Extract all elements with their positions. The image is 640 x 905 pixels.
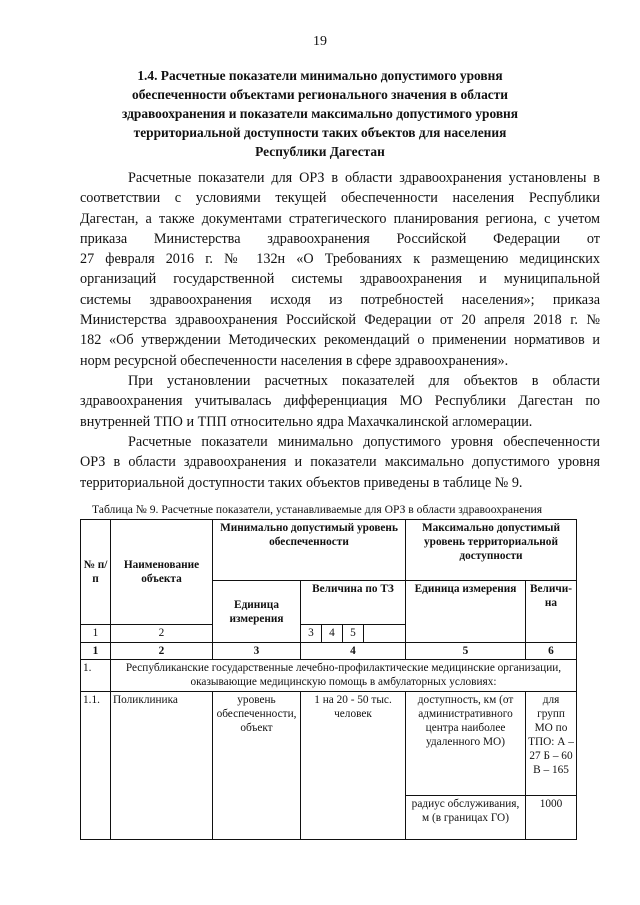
col-number: 1 xyxy=(81,643,111,660)
text-line: системы здравоохранения исходя из потребностей населения»; приказа xyxy=(80,291,600,308)
row-num: 1.1. xyxy=(81,692,111,840)
header-min-level: Минимально допустимый уровень обеспеченности xyxy=(213,520,406,581)
paragraph-1 xyxy=(80,168,600,371)
header-max-access: Максимально допустимый уровень территориальной доступности xyxy=(406,520,577,581)
tz-col: 1 xyxy=(81,625,111,643)
col-number: 6 xyxy=(526,643,577,660)
text-line: Дагестан, а также документами стратегического планирования региона, с учетом xyxy=(80,210,600,227)
row-access-unit: доступность, км (от административного центра наиболее удаленного МО) xyxy=(406,692,526,796)
row-radius-unit: радиус обслуживания, м (в границах ГО) xyxy=(406,796,526,840)
heading-line: Республики Дагестан xyxy=(255,144,385,159)
row-access-value: для групп МО по ТПО: А – 27 Б – 60 В – 165 xyxy=(526,692,577,796)
text-line: Министерства здравоохранения Российской Федерации от 20 апреля 2018 г. № xyxy=(80,312,600,329)
tz-col: 3 xyxy=(301,625,322,643)
row-value: 1 на 20 - 50 тыс. человек xyxy=(301,692,406,840)
table-caption: Таблица № 9. Расчетные показатели, устанавливаемые для ОРЗ в области здравоохранения xyxy=(92,503,543,516)
tz-col: 5 xyxy=(343,625,364,643)
header-name: Наименование объекта xyxy=(111,520,213,625)
paragraph-2 xyxy=(80,371,600,432)
text-line: норм ресурсной обеспеченности населения в сфере здравоохранения». xyxy=(80,352,509,369)
section-title: Республиканские государственные лечебно-профилактические медицинские организации, оказывающие медицинскую помощь в амбулаторных условиях: xyxy=(111,660,577,692)
text-line: При установлении расчетных показателей для объектов в области xyxy=(128,373,600,389)
section-num: 1. xyxy=(81,660,111,692)
paragraph-3 xyxy=(80,432,600,493)
row-name: Поликлиника xyxy=(111,692,213,840)
text-line: организаций государственной системы здравоохранения и муниципальной xyxy=(80,271,600,288)
header-tz-value: Величина по ТЗ xyxy=(301,581,406,625)
header-unit: Единица измерения xyxy=(213,581,301,643)
header-num: № п/п xyxy=(81,520,111,625)
col-number: 5 xyxy=(406,643,526,660)
page-number: 19 xyxy=(313,34,327,49)
text-line: территориальной доступности таких объектов приведены в таблице № 9. xyxy=(80,474,523,491)
text-line: приказа Министерства здравоохранения Российской Федерации от xyxy=(80,230,600,247)
text-line: Расчетные показатели минимально допустимого уровня обеспеченности xyxy=(128,434,600,450)
col-number: 3 xyxy=(213,643,301,660)
tz-col: 4 xyxy=(322,625,343,643)
text-line: внутренней ТПО и ТПП относительно ядра Махачкалинской агломерации. xyxy=(80,413,533,430)
row-unit: уровень обеспеченности, объект xyxy=(213,692,301,840)
text-line: 27 февраля 2016 г. № 132н «О Требованиях к размещению медицинских xyxy=(80,251,600,268)
heading-line: территориальной доступности таких объектов для населения xyxy=(133,125,507,140)
section-heading xyxy=(100,66,540,161)
row-radius-value: 1000 xyxy=(526,796,577,840)
text-line: Расчетные показатели для ОРЗ в области здравоохранения установлены в xyxy=(128,170,600,186)
text-line: соответствии с условиями текущей обеспеченности населения Республики xyxy=(80,190,600,207)
text-line: ОРЗ в области здравоохранения и показатели максимально допустимого уровня xyxy=(80,454,600,471)
col-number: 2 xyxy=(111,643,213,660)
text-line: здравоохранения учитывалась дифференциация МО Республики Дагестан по xyxy=(80,393,600,410)
heading-line: здравоохранения и показатели максимально допустимого уровня xyxy=(121,106,519,121)
heading-line: 1.4. Расчетные показатели минимально допустимого уровня xyxy=(137,68,503,83)
col-number: 4 xyxy=(301,643,406,660)
tz-col: 2 xyxy=(111,625,213,643)
header-unit-2: Единица измерения xyxy=(406,581,526,643)
header-value-2: Величи-на xyxy=(526,581,577,643)
heading-line: обеспеченности объектами регионального значения в области xyxy=(132,87,508,102)
indicators-table xyxy=(80,519,577,840)
text-line: 182 «Об утверждении Методических рекомендаций о применении нормативов и xyxy=(80,332,600,349)
